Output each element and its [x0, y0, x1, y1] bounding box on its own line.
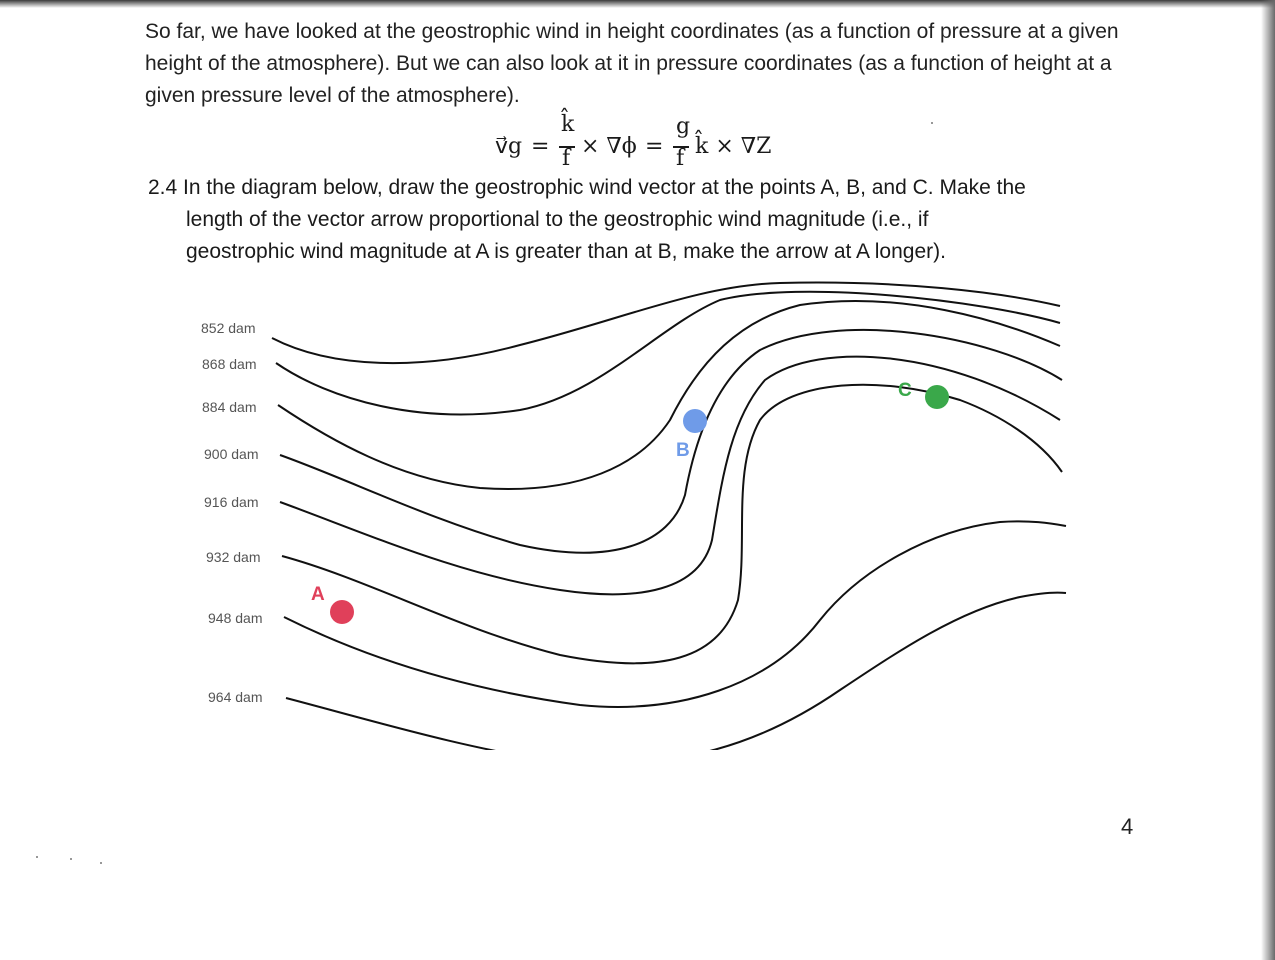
eq-equals-1: = [531, 134, 550, 159]
contour-label-932: 932 dam [206, 549, 261, 565]
eq-khat-cross-grad-z: k̂ × ∇Z [695, 134, 772, 159]
eq-cross-grad-phi: × ∇ϕ [581, 134, 637, 159]
eq-frac1-numerator: k̂ [561, 112, 575, 137]
scan-speck [70, 858, 72, 860]
contour-label-884: 884 dam [202, 399, 257, 415]
eq-frac1-denominator: f [562, 146, 571, 171]
eq-equals-2: = [645, 134, 664, 159]
scan-speck [36, 856, 38, 858]
eq-frac2-numerator: g [676, 114, 691, 139]
contour-948 [284, 521, 1066, 707]
scan-speck [100, 862, 102, 864]
contour-label-852: 852 dam [201, 320, 256, 336]
point-a-marker[interactable] [330, 600, 354, 624]
contour-852 [272, 283, 1060, 364]
scan-speck [931, 122, 933, 124]
point-c-marker[interactable] [925, 385, 949, 409]
contour-label-868: 868 dam [202, 356, 257, 372]
intro-paragraph: So far, we have looked at the geostrophic wind in height coordinates (as a function of pressure at a given height of the atmosphere). But we can also look at it in pressure coordinates (as a function of height at a given pressure level of the atmosphere). [145, 20, 1119, 107]
eq-frac2-denominator: f [676, 146, 685, 171]
contour-labels [201, 320, 262, 705]
contour-label-964: 964 dam [208, 689, 263, 705]
contour-label-916: 916 dam [204, 494, 259, 510]
point-c-group [898, 380, 949, 409]
contour-label-948: 948 dam [208, 610, 263, 626]
point-b-marker[interactable] [683, 409, 707, 433]
contour-diagram [0, 270, 1275, 750]
question-2-4 [148, 172, 1128, 268]
contour-932 [282, 385, 1062, 664]
point-b-label: B [676, 440, 690, 461]
question-line-1: 2.4 In the diagram below, draw the geostrophic wind vector at the points A, B, and C. Make the [148, 176, 1026, 199]
point-c-label: C [898, 380, 912, 401]
eq-vg: v⃗g [495, 134, 523, 159]
question-line-3: geostrophic wind magnitude at A is greater than at B, make the arrow at A longer). [186, 240, 946, 263]
scan-shadow-top [0, 0, 1275, 8]
page-number: 4 [1121, 814, 1134, 839]
question-line-2: length of the vector arrow proportional to the geostrophic wind magnitude (i.e., if [186, 208, 929, 231]
point-a-group [311, 584, 354, 624]
point-b-group [676, 409, 707, 461]
contour-lines [272, 283, 1066, 750]
point-a-label: A [311, 584, 325, 605]
contour-label-900: 900 dam [204, 446, 259, 462]
contour-964 [286, 593, 1066, 750]
